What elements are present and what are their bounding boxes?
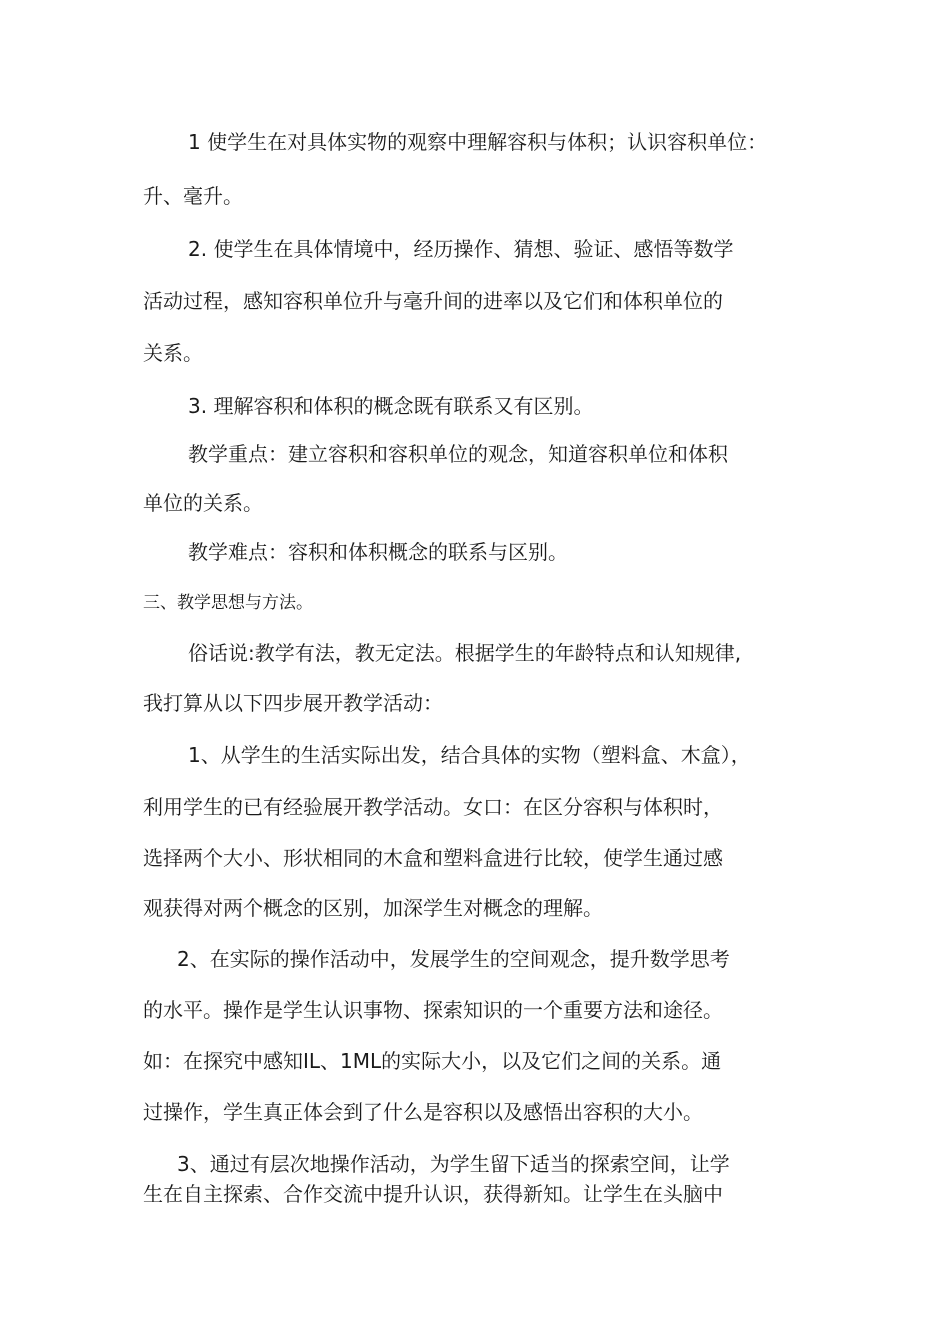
difficulty-line: 教学难点：容积和体积概念的联系与区别。: [188, 540, 568, 564]
step-1-line-1: 1、从学生的生活实际出发，结合具体的实物（塑料盒、木盒），: [188, 743, 751, 767]
step-1-line-2: 利用学生的已有经验展开教学活动。女口：在区分容积与体积时，: [143, 795, 723, 819]
step-2-line-4: 过操作，学生真正体会到了什么是容积以及感悟出容积的大小。: [143, 1100, 703, 1124]
method-intro-line-1: 俗话说:教学有法，教无定法。根据学生的年龄特点和认知规律,: [188, 641, 742, 665]
objective-2-line-1: 2. 使学生在具体情境中，经历操作、猜想、验证、感悟等数学: [188, 237, 734, 261]
method-intro-line-2: 我打算从以下四步展开教学活动：: [143, 691, 443, 715]
section-heading: 三、教学思想与方法。: [143, 593, 313, 613]
objective-2-line-3: 关系。: [143, 341, 203, 365]
key-point-line-2: 单位的关系。: [143, 491, 263, 515]
objective-3-line: 3. 理解容积和体积的概念既有联系又有区别。: [188, 394, 594, 418]
step-2-line-1: 2、在实际的操作活动中，发展学生的空间观念，提升数学思考: [177, 947, 730, 971]
objective-2-line-2: 活动过程，感知容积单位升与毫升间的进率以及它们和体积单位的: [143, 289, 723, 313]
step-3-line-1: 3、通过有层次地操作活动，为学生留下适当的探索空间，让学: [177, 1152, 730, 1176]
step-2-line-2: 的水平。操作是学生认识事物、探索知识的一个重要方法和途径。: [143, 998, 723, 1022]
step-1-line-3: 选择两个大小、形状相同的木盒和塑料盒进行比较，使学生通过感: [143, 846, 723, 870]
step-3-line-2: 生在自主探索、合作交流中提升认识，获得新知。让学生在头脑中: [143, 1182, 723, 1206]
objective-1-line-2: 升、毫升。: [143, 184, 243, 208]
step-1-line-4: 观获得对两个概念的区别，加深学生对概念的理解。: [143, 896, 603, 920]
key-point-line-1: 教学重点：建立容积和容积单位的观念，知道容积单位和体积: [188, 442, 728, 466]
objective-1-line-1: 1 使学生在对具体实物的观察中理解容积与体积；认识容积单位：: [188, 130, 768, 154]
step-2-line-3: 如：在探究中感知IL、1ML的实际大小，以及它们之间的关系。通: [143, 1049, 722, 1073]
